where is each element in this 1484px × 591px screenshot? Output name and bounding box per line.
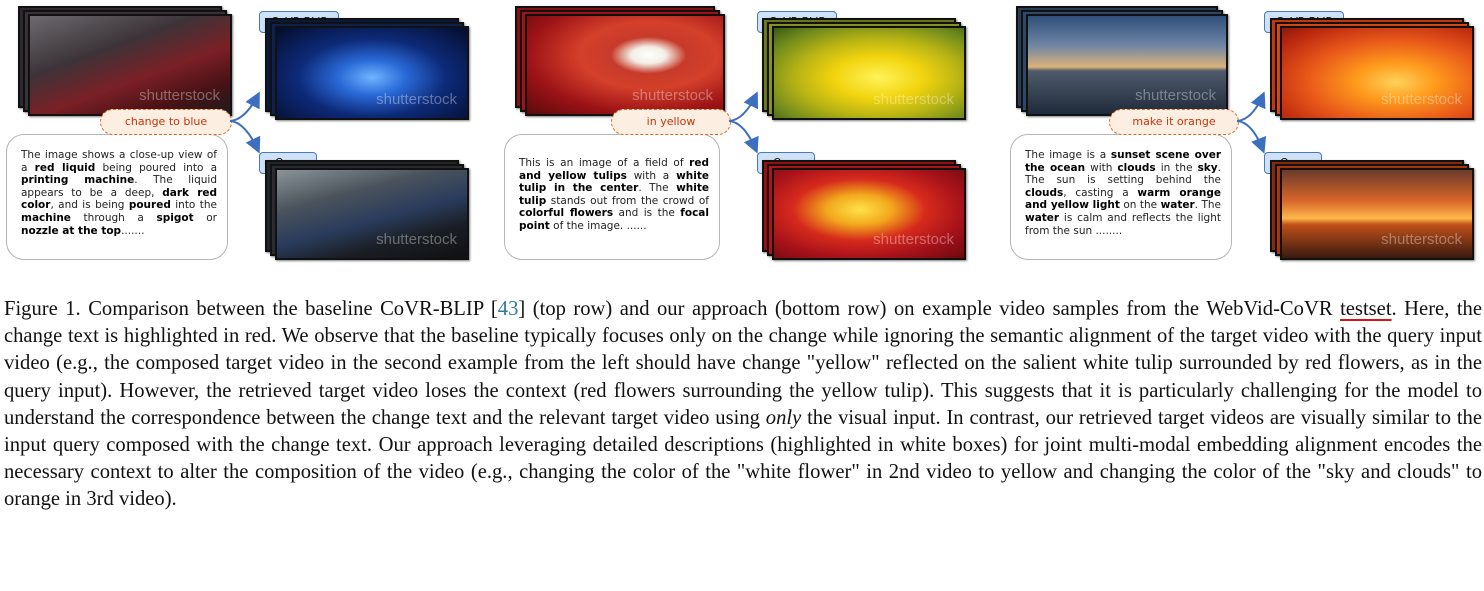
bold-phrase: machine xyxy=(21,211,71,224)
bold-phrase: sky xyxy=(1197,161,1218,174)
result-frame-orange-sky xyxy=(1280,26,1474,120)
text-run: . The xyxy=(1194,199,1221,212)
figure-caption xyxy=(4,296,1482,514)
result-frame-red-yellow-tulips xyxy=(772,168,966,260)
result-frame-orange-sunset xyxy=(1280,168,1474,260)
text-run: and is the xyxy=(613,207,681,220)
text-run: stands out from the crowd of xyxy=(546,194,709,207)
text-run: . The xyxy=(638,182,677,195)
text-run: through a xyxy=(70,211,157,224)
bold-phrase: nozzle at the top xyxy=(21,224,122,237)
query-frame-printing-machine xyxy=(28,14,232,116)
watermark: shutterstock xyxy=(376,231,457,248)
text-run: . The liquid appears to be a deep, xyxy=(21,174,217,199)
text-run: with a xyxy=(626,169,677,182)
description-text xyxy=(519,157,709,232)
watermark: shutterstock xyxy=(1381,231,1462,248)
italic-word: only xyxy=(765,406,802,429)
result-frame-yellow-flower xyxy=(772,26,966,120)
text-run: in the xyxy=(1155,161,1198,174)
text-run: . Here, the change text is highlighted in red. We observe that the baseline typically focuses only on the change while ignoring the semantic alignment of the target video with the query input video (e.g., the composed target video in the second example from the left should have change "yellow" reflected on the salient white tulip surrounded by red flowers, as in the query input). However, the retrieved target video loses the context (red flowers surrounding the yellow tulip). This suggests that it is particularly challenging for the model to understand the correspondence between the change text and the relevant target video using xyxy=(4,298,1482,429)
caption-text xyxy=(4,298,1482,510)
text-run: on the xyxy=(1119,199,1161,212)
text-run: ] (top row) and our approach (bottom row) on example video samples from the WebVid-CoVR xyxy=(518,298,1341,320)
change-text-1: change to blue xyxy=(100,109,232,135)
bold-phrase: printing machine xyxy=(21,174,135,187)
text-run: being poured into a xyxy=(95,161,218,174)
text-run: The image is a xyxy=(1025,149,1111,161)
bold-phrase: spigot xyxy=(156,211,194,224)
underlined-word: testset xyxy=(1340,298,1392,320)
text-run: the visual input. In contrast, our retrieved target videos are visually similar to the input query composed with the change text. Our approach leveraging detailed descriptions (highlighted in white boxes) for joint multi-modal embedding alignment encodes the necessary context to alter the composition of the video (e.g., changing the color of the "white flower" in 2nd video to yellow and changing the color of the "sky and clouds" to orange in 3rd video). xyxy=(4,406,1482,511)
bold-phrase: dark red color xyxy=(21,186,218,212)
bold-phrase: white tulip xyxy=(519,182,709,207)
result-frame-blue-speech-bubbles xyxy=(275,26,469,120)
query-frame-ocean-sunset xyxy=(1026,14,1228,116)
bold-phrase: red liquid xyxy=(34,161,96,174)
text-run: ....... xyxy=(121,224,145,237)
text-run: . The sun is setting behind the xyxy=(1025,161,1221,187)
watermark: shutterstock xyxy=(1381,91,1462,108)
text-run: with xyxy=(1085,161,1118,174)
description-box-3 xyxy=(1010,134,1232,260)
bold-phrase: water xyxy=(1160,199,1195,212)
bold-phrase: red and yellow tulips xyxy=(519,157,709,182)
text-run: , and is being xyxy=(50,199,129,212)
example-panel-3 xyxy=(1004,0,1474,270)
bold-phrase: water xyxy=(1025,211,1060,224)
text-run: is calm and reflects the light from the sun ........ xyxy=(1025,211,1221,237)
query-frame-tulips xyxy=(525,14,725,116)
watermark: shutterstock xyxy=(873,231,954,248)
bold-phrase: warm orange and yellow light xyxy=(1025,186,1221,212)
text-run: Figure 1. Comparison between the baseline CoVR-BLIP [ xyxy=(4,298,498,320)
change-text-2: in yellow xyxy=(611,109,731,135)
watermark: shutterstock xyxy=(376,91,457,108)
bold-phrase: white tulip in the center xyxy=(519,169,709,195)
bold-phrase: focal point xyxy=(519,207,709,232)
bold-phrase: poured xyxy=(128,199,171,212)
result-frame-blue-printing xyxy=(275,168,469,260)
description-text xyxy=(21,149,217,237)
bold-phrase: sunset scene over the ocean xyxy=(1025,149,1222,174)
change-text-3: make it orange xyxy=(1109,109,1239,135)
text-run: or xyxy=(193,211,217,224)
watermark: shutterstock xyxy=(139,87,220,104)
bold-phrase: clouds xyxy=(1025,186,1064,199)
description-box-2 xyxy=(504,134,720,260)
description-text xyxy=(1025,149,1221,237)
watermark: shutterstock xyxy=(632,87,713,104)
text-run: The image shows a close-up view of a xyxy=(21,149,217,174)
text-run: of the image. ...... xyxy=(549,219,647,232)
example-panel-1 xyxy=(0,0,470,270)
watermark: shutterstock xyxy=(873,91,954,108)
figure xyxy=(0,0,1484,270)
example-panel-2 xyxy=(500,0,970,270)
citation-link[interactable]: 43 xyxy=(497,298,519,320)
text-run: into the xyxy=(170,199,217,212)
bold-phrase: clouds xyxy=(1117,161,1156,174)
description-box-1 xyxy=(6,134,228,260)
bold-phrase: colorful flowers xyxy=(519,207,614,220)
text-run: , casting a xyxy=(1063,186,1138,199)
text-run: This is an image of a field of xyxy=(519,157,690,169)
watermark: shutterstock xyxy=(1135,87,1216,104)
